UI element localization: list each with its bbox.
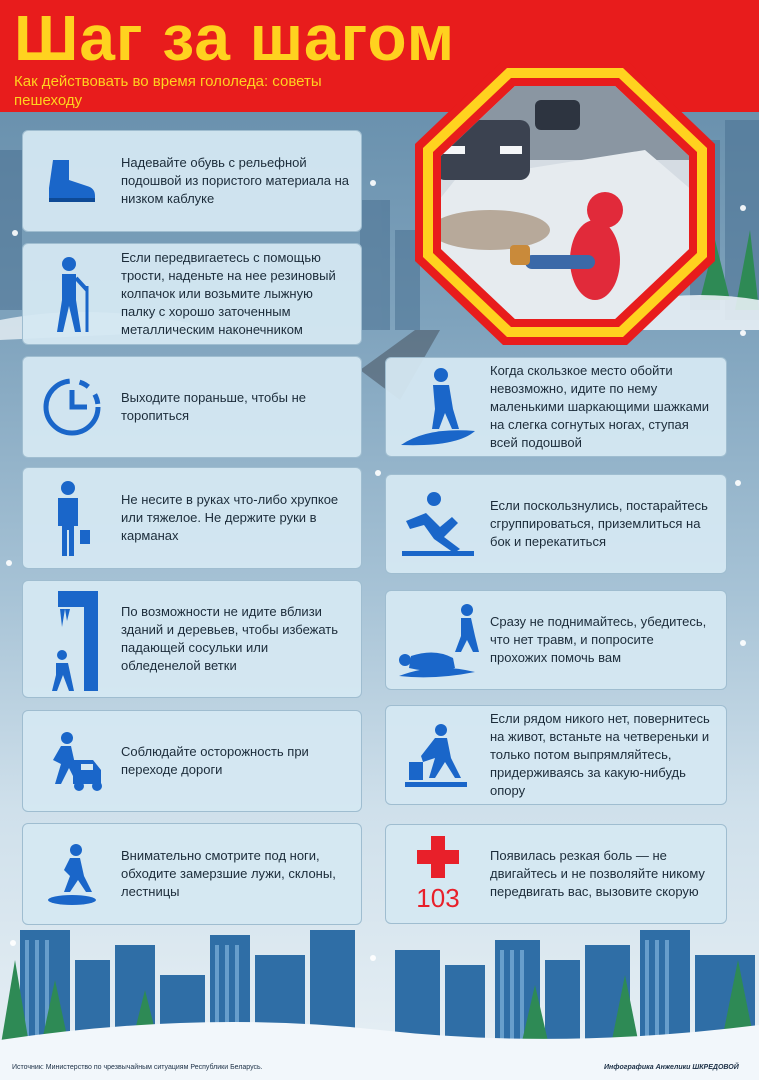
tip-text: Надевайте обувь с рельефной подошвой из пористого материала на низком каблуке	[121, 155, 350, 206]
footer-source: Источник: Министерство по чрезвычайным ситуациям Республики Беларусь.	[12, 1064, 263, 1071]
tip-card-watch-step	[22, 823, 362, 925]
slip-photo-octagon	[415, 60, 715, 345]
emergency-number: 103	[416, 883, 460, 913]
fallen-person-icon	[386, 602, 490, 678]
tip-text: Внимательно смотрите под ноги, обходите замерзшие лужи, склоны, лестницы	[121, 848, 336, 899]
tip-card-cane	[22, 243, 362, 345]
tip-card-hands	[22, 467, 362, 569]
tip-card-dont-rise	[385, 590, 727, 690]
tip-text: Сразу не поднимайтесь, убедитесь, что нет травм, и попросите прохожих помочь вам	[490, 614, 707, 665]
icicle-building-icon	[23, 587, 121, 691]
slip-fall-icon	[386, 491, 490, 557]
page-subtitle: Как действовать во время гололеда: советы пешеходу	[14, 73, 322, 109]
tip-text: Выходите пораньше, чтобы не торопиться	[121, 390, 306, 423]
tip-text: Не несите в руках что-либо хрупкое или тяжелое. Не держите руки в карманах	[121, 492, 339, 543]
car-pedestrian-icon	[23, 730, 121, 792]
red-cross-icon	[386, 836, 490, 912]
footer-author: Инфографика Анжелики ШКРЕДОВОЙ	[604, 1064, 739, 1071]
tip-card-footwear	[22, 130, 362, 232]
tip-card-slip	[385, 474, 727, 574]
boot-icon	[23, 158, 121, 204]
tip-card-icicles	[22, 580, 362, 698]
tip-text: Соблюдайте осторожность при переходе дороги	[121, 744, 309, 777]
tip-text: Если передвигаетесь с помощью трости, наденьте на нее резиновый колпачок или возьмите лыжную палку с хорошо заточенным металлическим наконечником	[121, 250, 336, 337]
clock-icon	[23, 376, 121, 438]
getting-up-icon	[386, 722, 490, 788]
cane-walker-icon	[23, 254, 121, 334]
tip-text: Если поскользнулись, постарайтесь сгруппироваться, приземлиться на бок и перекатиться	[490, 498, 708, 549]
shuffle-walk-icon	[386, 365, 490, 449]
tip-text: По возможности не идите вблизи зданий и деревьев, чтобы избежать падающей сосульки или обледенелой ветки	[121, 604, 339, 673]
tip-card-shuffle	[385, 357, 727, 457]
tip-card-pain	[385, 824, 727, 924]
tip-card-get-up	[385, 705, 727, 805]
tip-card-early	[22, 356, 362, 458]
watch-step-icon	[23, 842, 121, 906]
tip-text: Появилась резкая боль — не двигайтесь и не позволяйте никому передвигать вас, вызовите скорую	[490, 848, 705, 899]
tip-text: Когда скользкое место обойти невозможно, идите по нему маленькими шаркающими шажками на слегка согнутых ногах, ступая всей подошвой	[490, 363, 710, 450]
tip-card-road	[22, 710, 362, 812]
page-title: Шаг за шагом	[14, 2, 456, 74]
tip-text: Если рядом никого нет, повернитесь на живот, встаньте на четвереньки и только потом выпрямляйтесь, придерживаясь за какую-нибудь опору	[490, 711, 710, 798]
person-bag-icon	[23, 480, 121, 556]
